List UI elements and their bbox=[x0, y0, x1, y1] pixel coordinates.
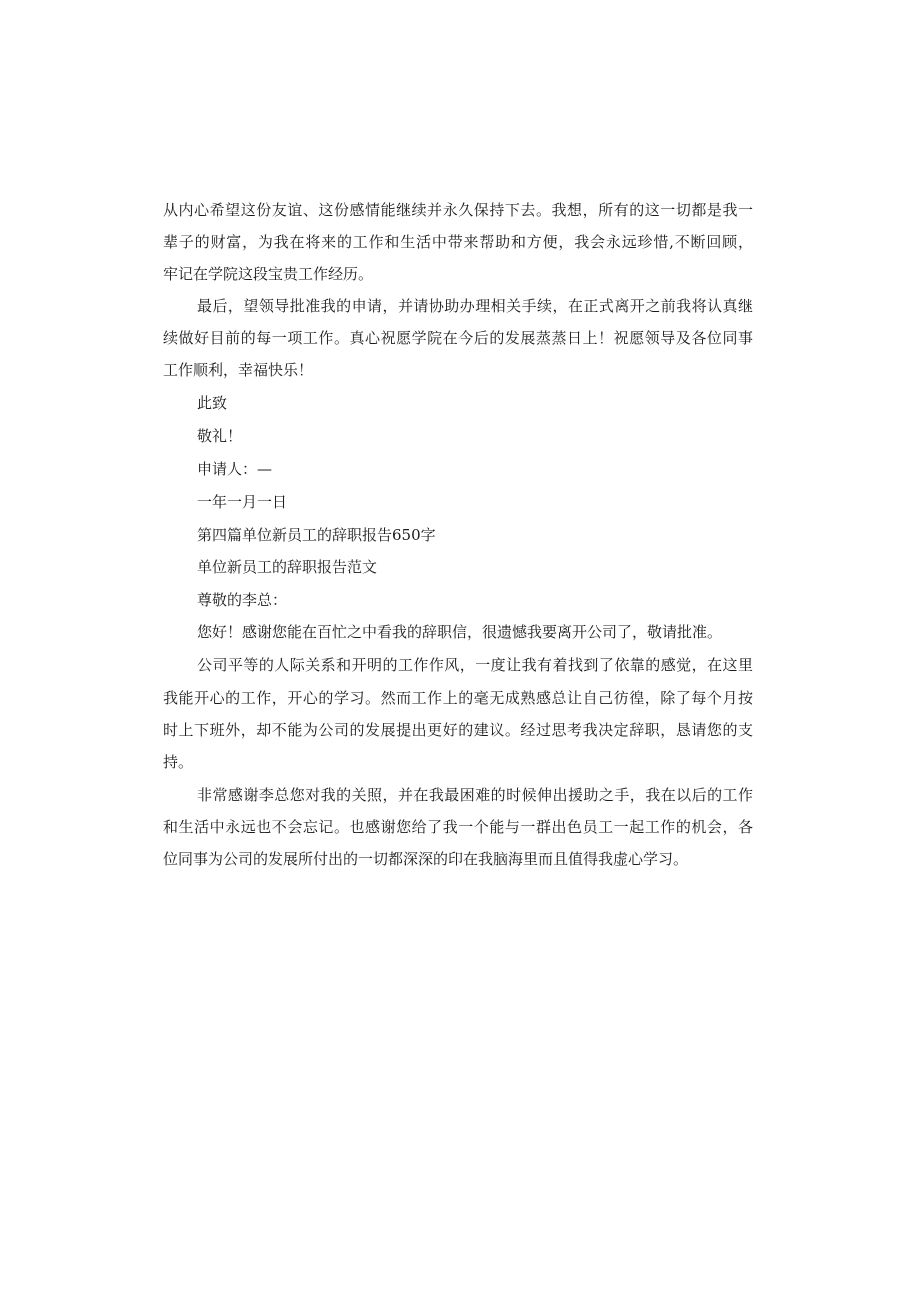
paragraph-line: 辈子的财富，为我在将来的工作和生活中带来帮助和方便，我会永远珍惜,不断回顾， bbox=[163, 233, 753, 251]
paragraph-line: 公司平等的人际关系和开明的工作作风，一度让我有着找到了依靠的感觉，在这里 bbox=[197, 656, 753, 674]
paragraph-line: 时上下班外，却不能为公司的发展提出更好的建议。经过思考我决定辞职，恳请您的支 bbox=[163, 721, 753, 739]
paragraph-line: 牢记在学院这段宝贵工作经历。 bbox=[163, 265, 374, 283]
paragraph-line: 续做好目前的每一项工作。真心祝愿学院在今后的发展蒸蒸日上！祝愿领导及各位同事 bbox=[163, 329, 753, 347]
letter-greeting: 尊敬的李总： bbox=[197, 591, 288, 609]
closing-regards: 敬礼！ bbox=[197, 427, 243, 445]
paragraph-line: 非常感谢李总您对我的关照，并在我最困难的时候伸出援助之手，我在以后的工作 bbox=[197, 786, 753, 804]
closing-salutation: 此致 bbox=[197, 394, 228, 412]
paragraph-line: 和生活中永远也不会忘记。也感谢您给了我一个能与一群出色员工一起工作的机会，各 bbox=[163, 818, 753, 836]
paragraph-line: 我能开心的工作，开心的学习。然而工作上的毫无成熟感总让自己彷徨，除了每个月按 bbox=[163, 689, 753, 707]
paragraph-line: 位同事为公司的发展所付出的一切都深深的印在我脑海里而且值得我虚心学习。 bbox=[163, 850, 689, 868]
paragraph-line: 持。 bbox=[163, 753, 194, 771]
paragraph-line: 工作顺利，幸福快乐！ bbox=[163, 361, 314, 379]
paragraph-line: 您好！感谢您能在百忙之中看我的辞职信，很遗憾我要离开公司了，敬请批准。 bbox=[197, 623, 723, 641]
paragraph-line: 从内心希望这份友谊、这份感情能继续并永久保持下去。我想，所有的这一切都是我一 bbox=[163, 201, 753, 219]
section-subheading: 单位新员工的辞职报告范文 bbox=[197, 558, 378, 576]
section-heading: 第四篇单位新员工的辞职报告650字 bbox=[197, 526, 436, 544]
paragraph-line: 最后，望领导批准我的申请，并请协助办理相关手续，在正式离开之前我将认真继 bbox=[197, 297, 753, 315]
applicant-line: 申请人：— bbox=[197, 460, 273, 478]
date-line: 一年一月一日 bbox=[197, 493, 288, 511]
